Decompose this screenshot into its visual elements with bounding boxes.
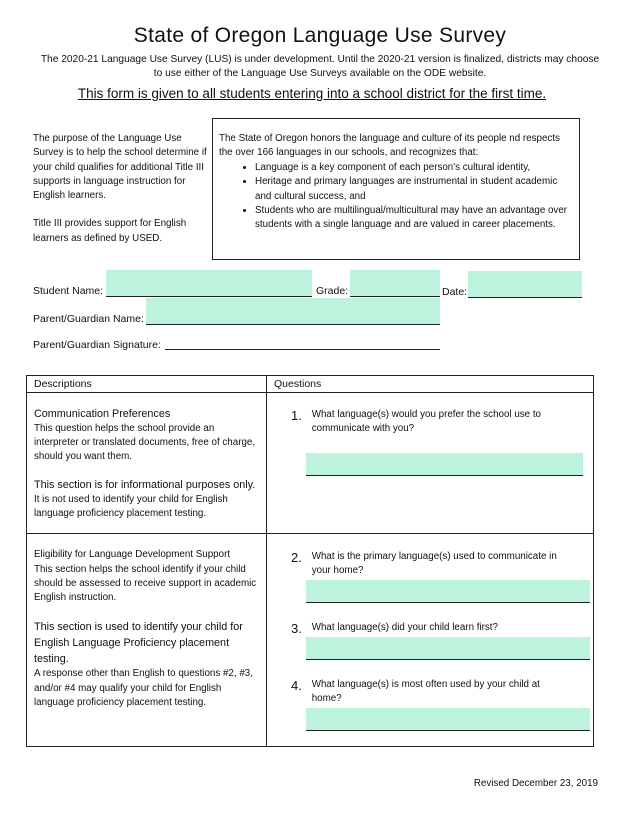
- question-text: What language(s) is most often used by your child at home?: [311, 679, 540, 705]
- oregon-statement-box: [212, 118, 580, 260]
- answer-1-input[interactable]: [306, 453, 583, 476]
- eligibility-note: This section is used to identify your child for English Language Proficiency placement testing.: [34, 621, 243, 666]
- page-title: State of Oregon Language Use Survey: [133, 24, 507, 47]
- parent-name-underline: [146, 324, 440, 325]
- question-3: [291, 621, 562, 636]
- statement-list: [233, 161, 573, 232]
- statement-bullet: • Language is a key component of each person's cultural identity,: [255, 161, 573, 175]
- grade-input[interactable]: [350, 270, 440, 296]
- communication-note-detail: It is not used to identify your child for English language proficiency placement testing.: [34, 493, 228, 520]
- parent-signature-label: Parent/Guardian Signature:: [33, 339, 161, 351]
- question-number: 4.: [291, 678, 302, 694]
- question-number: 3.: [291, 621, 302, 637]
- answer-2-input[interactable]: [306, 580, 590, 603]
- student-name-label: Student Name:: [33, 285, 104, 297]
- intro-text: [33, 132, 208, 260]
- revised-date: Revised December 23, 2019: [473, 778, 598, 789]
- question-text: What language(s) would you prefer the school use to communicate with you?: [311, 409, 542, 435]
- statement-lead: The State of Oregon honors the language and culture of its people nd respects the over 166 languages in our schools, and recognizes that:: [219, 133, 560, 159]
- parent-name-label: Parent/Guardian Name:: [33, 313, 144, 325]
- page-subtitle: The 2020-21 Language Use Survey (LUS) is under development. Until the 2020-21 version is finalized, districts may choose to use either of the Language Use Surveys available on the ODE website.: [40, 54, 600, 79]
- question-2: [291, 550, 562, 578]
- date-input[interactable]: [468, 271, 582, 297]
- date-underline: [468, 297, 582, 298]
- date-label: Date:: [442, 286, 468, 298]
- student-name-underline: [106, 296, 312, 297]
- questions-header: Questions: [274, 378, 322, 390]
- parent-signature-line[interactable]: [165, 349, 440, 350]
- communication-note: This section is for informational purposes only.: [34, 479, 256, 492]
- communication-heading: Communication Preferences: [34, 408, 171, 421]
- parent-name-input[interactable]: [146, 298, 440, 324]
- title3-paragraph: Title III provides support for English learners as defined by USED.: [33, 218, 187, 244]
- answer-3-input[interactable]: [306, 637, 590, 660]
- statement-bullet: • Heritage and primary languages are instrumental in student academic and cultural success, and: [255, 175, 573, 204]
- question-text: What language(s) did your child learn first?: [311, 622, 498, 634]
- question-1: [267, 393, 593, 436]
- descriptions-header: Descriptions: [34, 378, 92, 390]
- eligibility-heading: Eligibility for Language Development Support: [34, 549, 231, 561]
- survey-table: [26, 375, 594, 747]
- eligibility-body: This section helps the school identify if your child should be assessed to receive support in academic English instruction.: [34, 563, 257, 604]
- eligibility-note-detail: A response other than English to questions #2, #3, and/or #4 may qualify your child for English language proficiency placement testing.: [34, 668, 253, 709]
- question-number: 2.: [291, 550, 302, 566]
- student-name-input[interactable]: [106, 270, 312, 296]
- grade-underline: [350, 296, 440, 297]
- question-text: What is the primary language(s) used to communicate in your home?: [311, 551, 557, 577]
- statement-bullet: • Students who are multilingual/multicultural may have an advantage over students with a single language and are valued in career placements.: [255, 204, 573, 233]
- purpose-paragraph: The purpose of the Language Use Survey is to help the school determine if your child qualifies for additional Title III supports in language instruction for English learners.: [33, 133, 207, 202]
- communication-body: This question helps the school provide an interpreter or translated documents, free of charge, should you want them.: [34, 422, 256, 463]
- grade-label: Grade:: [316, 285, 349, 297]
- question-number: 1.: [291, 408, 302, 424]
- form-headline: This form is given to all students entering into a school district for the first time.: [77, 86, 547, 101]
- answer-4-input[interactable]: [306, 708, 590, 731]
- question-4: [291, 678, 562, 706]
